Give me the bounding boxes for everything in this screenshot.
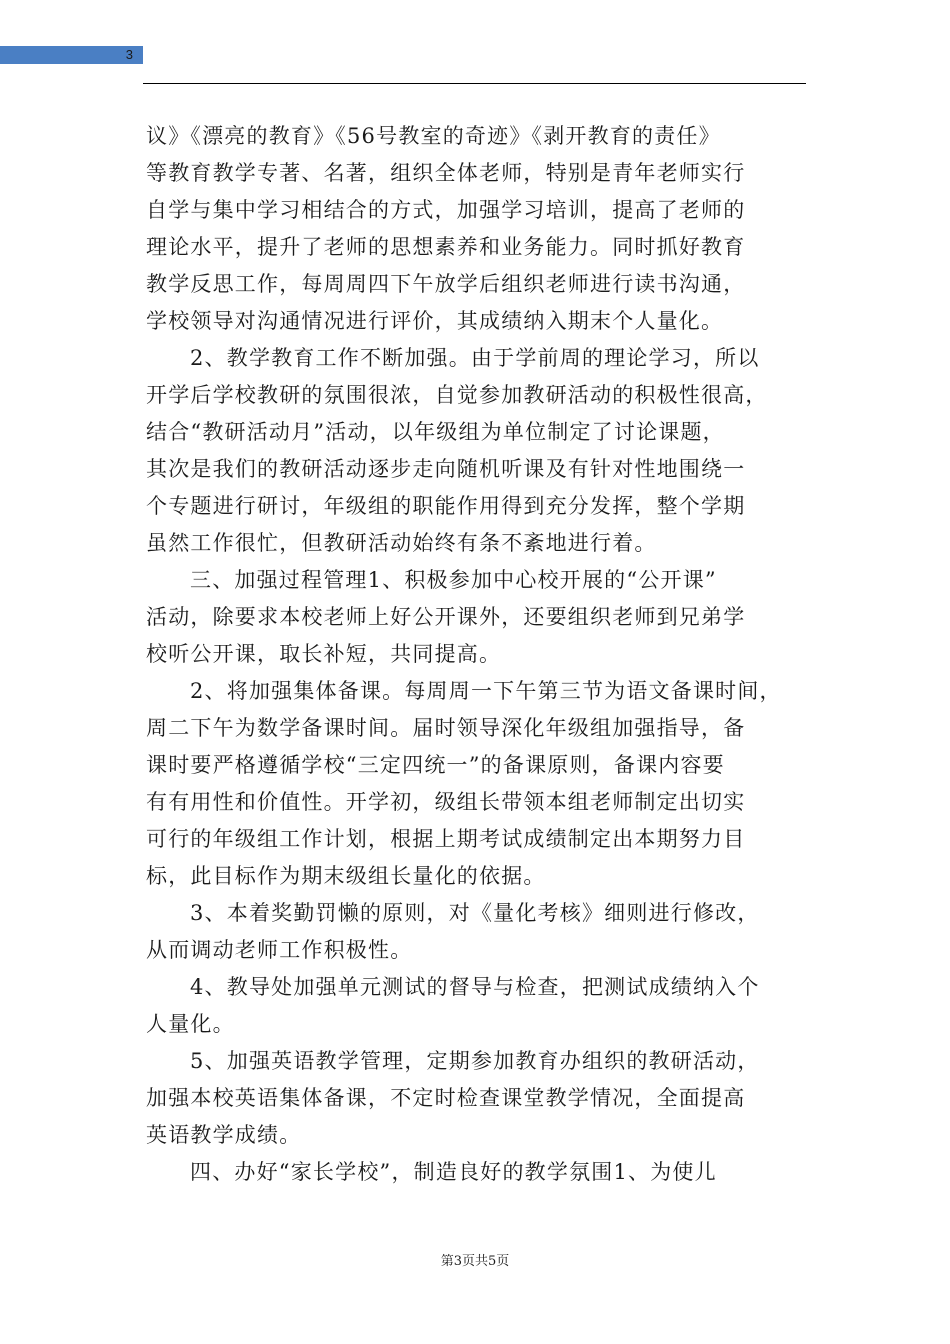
paragraph-start-line: 3、本着奖勤罚懒的原则，对《量化考核》细则进行修改， [190,901,760,925]
body-line: 理论水平，提升了老师的思想素养和业务能力。同时抓好教育 [146,235,746,259]
page-footer: 第3页共5页 [440,1254,510,1269]
body-line: 从而调动老师工作积极性。 [146,938,413,962]
body-line: 自学与集中学习相结合的方式，加强学习培训，提高了老师的 [146,198,746,222]
paragraph-start-line: 5、加强英语教学管理，定期参加教育办组织的教研活动， [190,1049,760,1073]
paragraph-start-line: 4、教导处加强单元测试的督导与检查，把测试成绩纳入个 [190,975,760,999]
body-line: 虽然工作很忙，但教研活动始终有条不紊地进行着。 [146,531,657,555]
body-line: 其次是我们的教研活动逐步走向随机听课及有针对性地围绕一 [146,457,746,481]
body-line: 课时要严格遵循学校“三定四统一”的备课原则，备课内容要 [146,753,725,777]
body-line: 等教育教学专著、名著，组织全体老师，特别是青年老师实行 [146,161,746,185]
paragraph-start-line: 2、将加强集体备课。每周周一下午第三节为语文备课时间， [190,679,782,703]
body-line: 校听公开课，取长补短，共同提高。 [146,642,502,666]
body-line: 议》《漂亮的教育》《56号教室的奇迹》《剥开教育的责任》 [146,124,721,148]
document-body [146,118,814,1191]
paragraph-start-line: 2、教学教育工作不断加强。由于学前周的理论学习，所以 [190,346,760,370]
header-rule [143,83,806,84]
page-number: 3 [125,47,133,62]
body-line: 教学反思工作，每周周四下午放学后组织老师进行读书沟通， [146,272,746,296]
body-line: 个专题进行研讨，年级组的职能作用得到充分发挥，整个学期 [146,494,746,518]
body-line: 可行的年级组工作计划，根据上期考试成绩制定出本期努力目 [146,827,746,851]
page-number-tab [0,46,143,64]
paragraph-start-line: 三、加强过程管理1、积极参加中心校开展的“公开课” [190,568,717,592]
body-line: 结合“教研活动月”活动，以年级组为单位制定了讨论课题， [146,420,725,444]
body-line: 英语教学成绩。 [146,1123,302,1147]
body-line: 人量化。 [146,1012,235,1036]
body-line: 标，此目标作为期末级组长量化的依据。 [146,864,546,888]
body-line: 学校领导对沟通情况进行评价，其成绩纳入期末个人量化。 [146,309,724,333]
paragraph-start-line: 四、办好“家长学校”，制造良好的教学氛围1、为使儿 [190,1160,717,1184]
body-line: 加强本校英语集体备课，不定时检查课堂教学情况，全面提高 [146,1086,746,1110]
body-line: 周二下午为数学备课时间。届时领导深化年级组加强指导，备 [146,716,746,740]
body-line: 开学后学校教研的氛围很浓，自觉参加教研活动的积极性很高， [146,383,768,407]
body-line: 有有用性和价值性。开学初，级组长带领本组老师制定出切实 [146,790,746,814]
body-line: 活动，除要求本校老师上好公开课外，还要组织老师到兄弟学 [146,605,746,629]
